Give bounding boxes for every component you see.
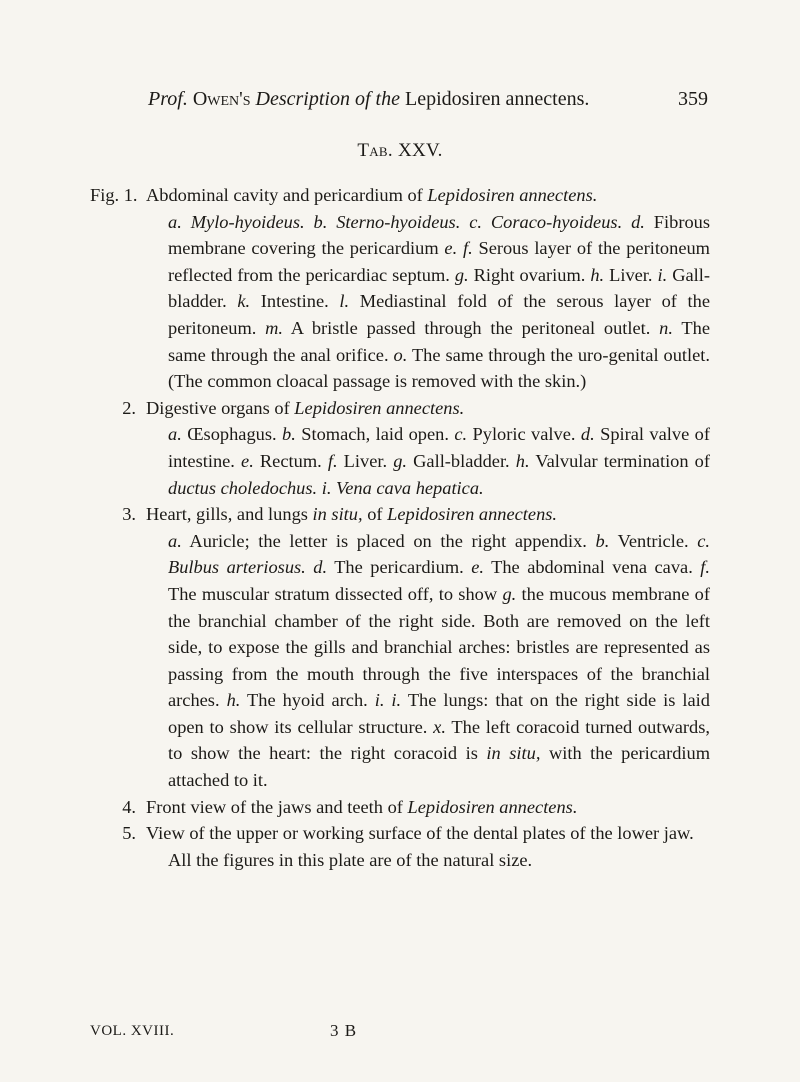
- text-run: the mucous membrane of the branchial chamber of the right side. Both are removed on the left side, to expose the gills and branchial arches: bristles are represented as passing from the mouth through the five interspaces of the branchial arches.: [168, 583, 710, 711]
- text-run: Liver.: [337, 450, 394, 471]
- figure-heading: [146, 820, 710, 847]
- text-run: Liver.: [604, 264, 658, 285]
- text-run: Gall-bladder.: [407, 450, 516, 471]
- title-author: Owen's: [192, 88, 251, 110]
- text-run: in situ,: [486, 743, 541, 764]
- figure-heading: [146, 182, 710, 209]
- text-run: Lepidosiren annectens.: [407, 796, 578, 817]
- text-run: c. Bulbus arteriosus. d.: [168, 530, 710, 578]
- text-run: View of the upper or working surface of the dental plates of the lower jaw.: [146, 823, 694, 844]
- figure-heading: [146, 395, 710, 422]
- text-run: Valvular termination of: [529, 450, 711, 471]
- figure-entry: [90, 501, 710, 794]
- text-run: Stomach, laid open.: [295, 424, 455, 445]
- text-run: Œsophagus.: [181, 424, 283, 445]
- text-run: Digestive organs of: [146, 397, 295, 418]
- title-the: the: [375, 88, 400, 110]
- title-description: Description: [255, 88, 350, 110]
- text-run: a. Mylo-hyoideus. b. Sterno-hyoideus. c. Coraco-hyoideus. d.: [168, 211, 645, 232]
- figure-label: 2.: [122, 397, 136, 418]
- text-run: The lungs: that on the right side is laid open to show its cellular structure.: [168, 690, 710, 737]
- text-run: e.: [471, 557, 484, 578]
- figure-description: [146, 209, 710, 395]
- text-run: Spiral valve of intestine.: [168, 424, 710, 471]
- text-run: f.: [700, 557, 710, 578]
- figure-label: 3.: [122, 504, 136, 525]
- text-run: Auricle; the letter is placed on the right appendix.: [181, 530, 596, 551]
- title-subject: Lepidosiren annectens.: [404, 88, 590, 110]
- volume-label: VOL. XVIII.: [90, 1023, 175, 1039]
- text-run: k.: [237, 291, 251, 312]
- text-run: g.: [502, 583, 517, 604]
- page-footer: [90, 1021, 710, 1045]
- figure-entry: [90, 820, 710, 847]
- text-run: Ventricle.: [609, 530, 698, 551]
- closing-note-text: All the figures in this plate are of the natural size.: [168, 849, 533, 870]
- text-run: The same through the anal orifice.: [168, 317, 711, 365]
- text-run: Lepidosiren annectens.: [387, 504, 558, 525]
- text-run: i.: [657, 264, 668, 285]
- text-run: x.: [433, 716, 446, 737]
- text-run: l.: [339, 291, 350, 312]
- text-run: n.: [659, 317, 673, 338]
- text-run: Rectum.: [253, 450, 328, 471]
- figure-label: 5.: [122, 823, 136, 844]
- text-run: Gall-bladder.: [168, 264, 710, 312]
- text-run: m.: [265, 317, 284, 338]
- text-run: Abdominal cavity and pericardium of: [146, 185, 428, 205]
- text-run: h.: [515, 450, 530, 471]
- text-run: A bristle passed through the peritoneal outlet.: [283, 317, 660, 338]
- plate-title: Tab. XXV.: [357, 140, 443, 161]
- figure-label: Fig. 1.: [90, 185, 138, 205]
- text-run: c.: [454, 424, 468, 445]
- text-run: of: [362, 504, 388, 525]
- text-run: Mediastinal fold of the serous layer of the peritoneum.: [168, 291, 710, 338]
- text-run: Lepidosiren annectens.: [427, 185, 598, 205]
- printer-signature: 3 B: [330, 1021, 358, 1040]
- text-run: Serous layer of the peritoneum reflected from the pericardiac septum.: [168, 238, 710, 285]
- text-run: e.: [241, 450, 254, 471]
- title-of: of: [354, 88, 371, 110]
- text-run: e. f.: [444, 238, 473, 259]
- text-run: g.: [393, 450, 408, 471]
- figure-entry: [90, 794, 710, 821]
- text-run: f.: [327, 450, 338, 471]
- figure-list: [90, 182, 710, 873]
- text-run: Fibrous membrane covering the pericardium: [168, 211, 710, 259]
- page-number: 359: [678, 88, 708, 110]
- text-run: in situ,: [312, 504, 363, 525]
- text-run: o.: [393, 344, 408, 365]
- text-run: h.: [226, 690, 241, 711]
- text-run: a.: [168, 424, 182, 445]
- running-head: [148, 88, 708, 118]
- text-run: a.: [168, 530, 182, 551]
- text-run: Front view of the jaws and teeth of: [146, 796, 408, 817]
- text-run: h.: [590, 264, 605, 285]
- closing-note: [90, 847, 710, 874]
- text-run: Lepidosiren annectens.: [294, 397, 465, 418]
- text-run: i. i.: [374, 690, 402, 711]
- text-run: The abdominal vena cava.: [483, 557, 701, 578]
- text-run: Right ovarium.: [468, 264, 591, 285]
- text-run: Intestine.: [250, 291, 340, 312]
- figure-label: 4.: [122, 796, 136, 817]
- text-run: The pericardium.: [327, 557, 472, 578]
- text-run: Pyloric valve.: [467, 424, 581, 445]
- text-run: b.: [282, 424, 296, 445]
- text-run: b.: [595, 530, 610, 551]
- text-run: ductus choledochus. i. Vena cava hepatica.: [168, 477, 484, 498]
- figure-entry: [90, 182, 710, 395]
- figure-heading: [146, 501, 710, 528]
- text-run: Heart, gills, and lungs: [146, 504, 313, 525]
- figure-entry: [90, 395, 710, 501]
- figure-heading: [146, 794, 710, 821]
- text-run: The left coracoid turned outwards, to show the heart: the right coracoid is: [168, 716, 711, 764]
- title-prefix: Prof.: [148, 88, 188, 110]
- text-run: The hyoid arch.: [240, 690, 375, 711]
- text-run: g.: [454, 264, 469, 285]
- text-run: with the pericardium attached to it.: [168, 743, 710, 791]
- running-head-title: [148, 88, 589, 111]
- text-run: The same through the uro-genital outlet. (The common cloacal passage is removed with the skin.): [168, 344, 710, 392]
- figure-description: [146, 421, 710, 501]
- text-run: The muscular stratum dissected off, to show: [168, 583, 503, 604]
- text-run: d.: [580, 424, 595, 445]
- figure-description: [146, 528, 710, 794]
